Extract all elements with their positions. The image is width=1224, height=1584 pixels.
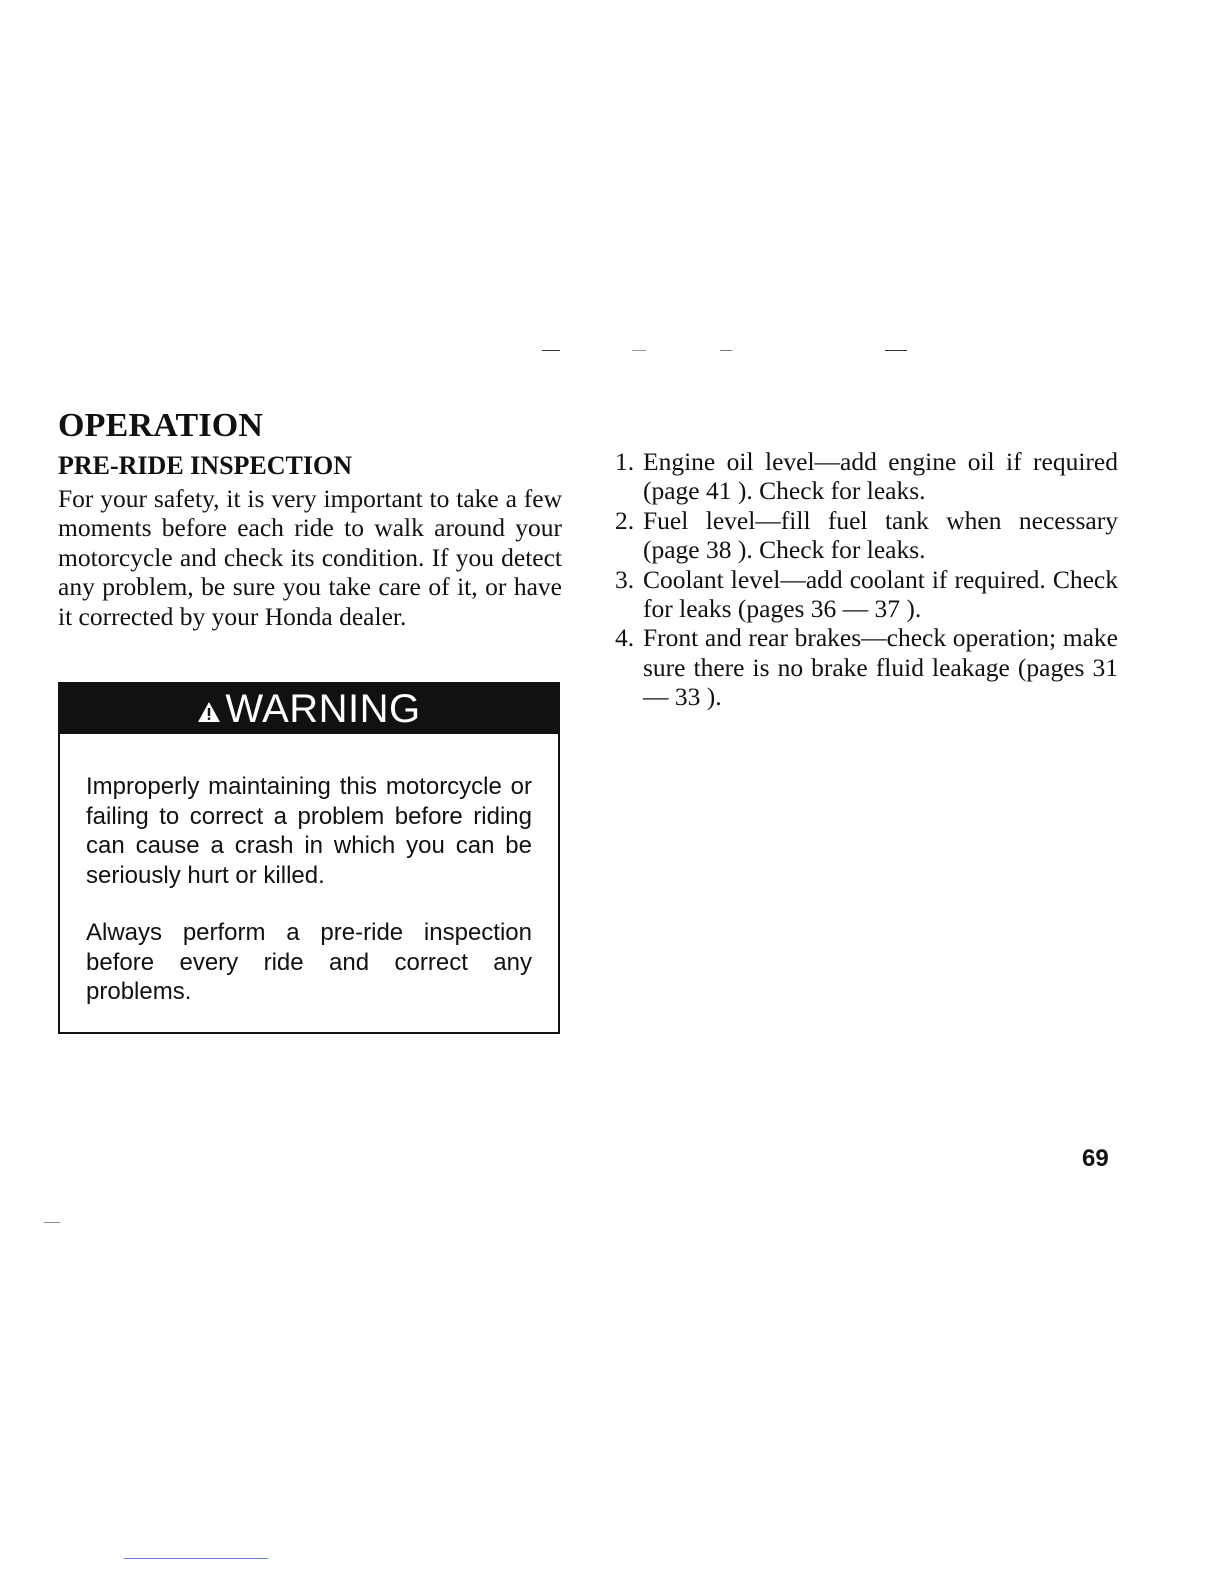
page-number: 69 <box>1082 1145 1109 1172</box>
checklist-item <box>615 565 1118 624</box>
scan-mark <box>885 350 907 351</box>
checklist-number: 4. <box>615 623 635 653</box>
checklist-text: Coolant level—add coolant if required. Check for leaks (pages 36 — 37 ). <box>643 564 1118 624</box>
scan-mark <box>720 350 732 351</box>
checklist-number: 2. <box>615 505 635 535</box>
warning-box <box>58 682 560 1034</box>
checklist-item <box>615 506 1118 565</box>
intro-paragraph: For your safety, it is very important to take a few moments before each ride to walk around your motorcycle and check its condition. If you detect any problem, be sure you take care of it, or have it corrected by your Honda dealer. <box>58 484 562 631</box>
checklist-text: Engine oil level—add engine oil if required (page 41 ). Check for leaks. <box>643 447 1118 506</box>
checklist-number: 1. <box>615 447 635 476</box>
right-column <box>615 447 1118 712</box>
checklist-text: Front and rear brakes—check operation; make sure there is no brake fluid leakage (pages 31 — 33 ). <box>643 623 1118 712</box>
left-column <box>58 404 562 631</box>
warning-body <box>60 734 558 1007</box>
warning-header <box>60 684 558 734</box>
checklist <box>615 447 1118 712</box>
checklist-number: 3. <box>615 564 635 594</box>
warning-paragraph: Improperly maintaining this motorcycle or failing to correct a problem before riding can cause a crash in which you can be seriously hurt or killed. <box>86 773 532 889</box>
scan-mark <box>542 350 560 351</box>
subsection-title: PRE-RIDE INSPECTION <box>58 451 352 480</box>
section-title: OPERATION <box>58 407 264 444</box>
scan-mark <box>632 350 646 351</box>
checklist-text: Fuel level—fill fuel tank when necessary (page 38 ). Check for leaks. <box>643 505 1118 565</box>
warning-label: WARNING <box>225 686 421 731</box>
checklist-item <box>615 447 1118 506</box>
warning-paragraph: Always perform a pre-ride inspection before every ride and correct any problems. <box>86 919 532 1005</box>
warning-triangle-icon <box>197 700 221 724</box>
checklist-item <box>615 623 1118 711</box>
scan-mark <box>124 1558 268 1559</box>
scan-mark <box>44 1222 60 1223</box>
